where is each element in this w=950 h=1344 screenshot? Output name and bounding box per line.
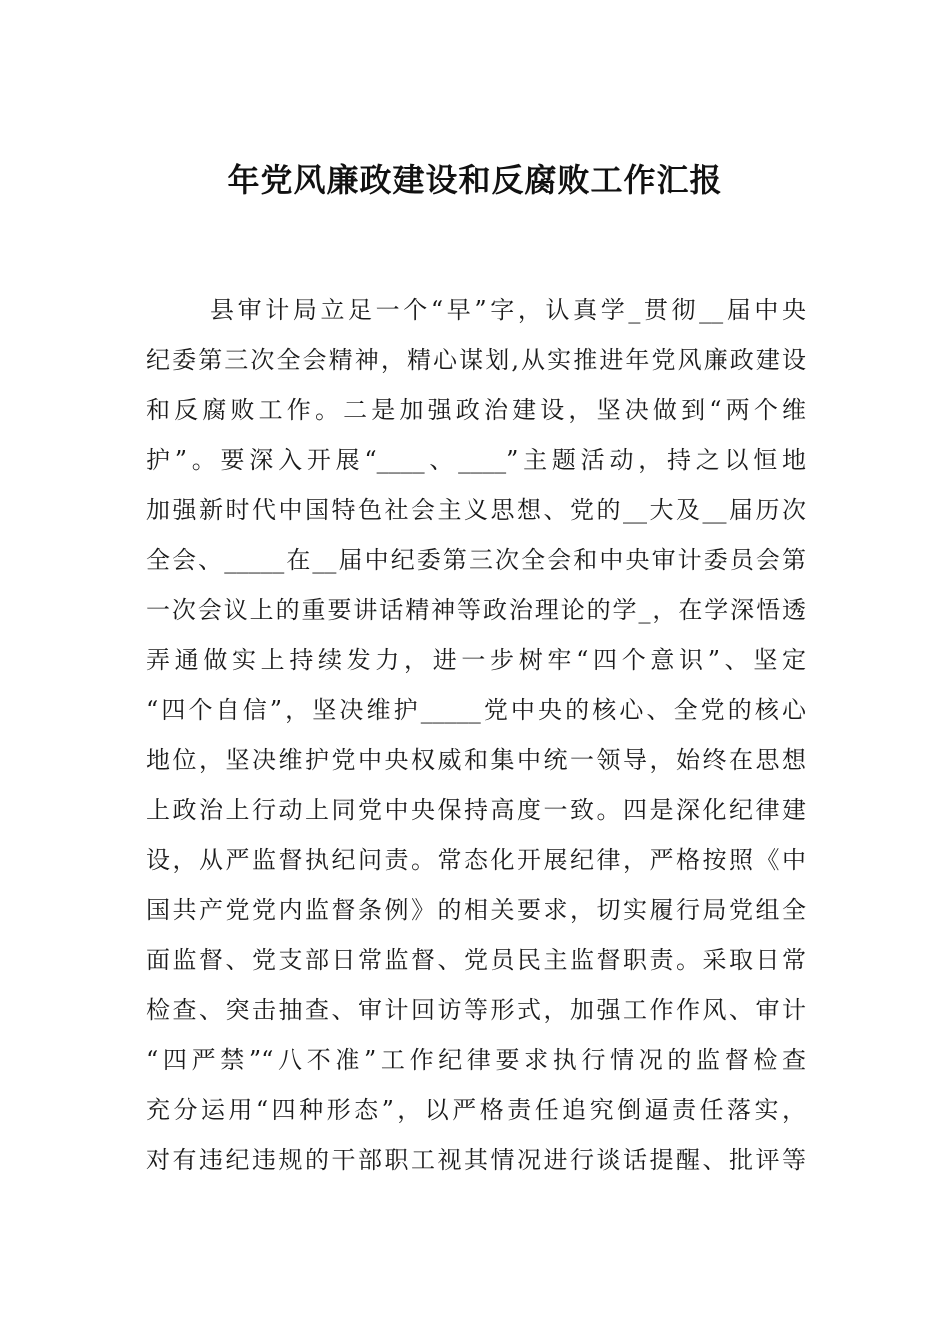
body-line: 一次会议上的重要讲话精神等政治理论的学_，在学深悟透 bbox=[146, 596, 806, 624]
body-line: 纪委第三次全会精神，精心谋划,从实推进年党风廉政建设 bbox=[146, 346, 806, 374]
body-line: 对有违纪违规的干部职工视其情况进行谈话提醒、批评等 bbox=[146, 1146, 806, 1174]
body-line: 地位，坚决维护党中央权威和集中统一领导，始终在思想 bbox=[146, 746, 806, 774]
body-line: 全会、_____在__届中纪委第三次全会和中央审计委员会第 bbox=[146, 546, 806, 574]
body-line: 加强新时代中国特色社会主义思想、党的__大及__届历次 bbox=[146, 496, 806, 524]
body-line: 充分运用“四种形态”，以严格责任追究倒逼责任落实， bbox=[146, 1096, 806, 1124]
document-title: 年党风廉政建设和反腐败工作汇报 bbox=[227, 161, 723, 199]
body-line: “四个自信”，坚决维护_____党中央的核心、全党的核心 bbox=[146, 696, 806, 724]
body-line: 国共产党党内监督条例》的相关要求，切实履行局党组全 bbox=[146, 896, 806, 924]
body-line: 弄通做实上持续发力，进一步树牢“四个意识”、坚定 bbox=[146, 646, 806, 674]
body-line: 设，从严监督执纪问责。常态化开展纪律，严格按照《中 bbox=[146, 846, 806, 874]
body-line: 面监督、党支部日常监督、党员民主监督职责。采取日常 bbox=[146, 946, 806, 974]
body-line: “四严禁”“八不准”工作纪律要求执行情况的监督检查 bbox=[146, 1046, 806, 1074]
document-body bbox=[146, 290, 806, 1190]
body-line: 县审计局立足一个“早”字，认真学_贯彻__届中央 bbox=[210, 296, 806, 324]
body-line: 检查、突击抽查、审计回访等形式，加强工作作风、审计 bbox=[146, 996, 806, 1024]
body-line: 和反腐败工作。二是加强政治建设，坚决做到“两个维 bbox=[146, 396, 806, 424]
body-line: 上政治上行动上同党中央保持高度一致。四是深化纪律建 bbox=[146, 796, 806, 824]
body-line: 护”。要深入开展“____、____”主题活动，持之以恒地 bbox=[146, 446, 806, 474]
